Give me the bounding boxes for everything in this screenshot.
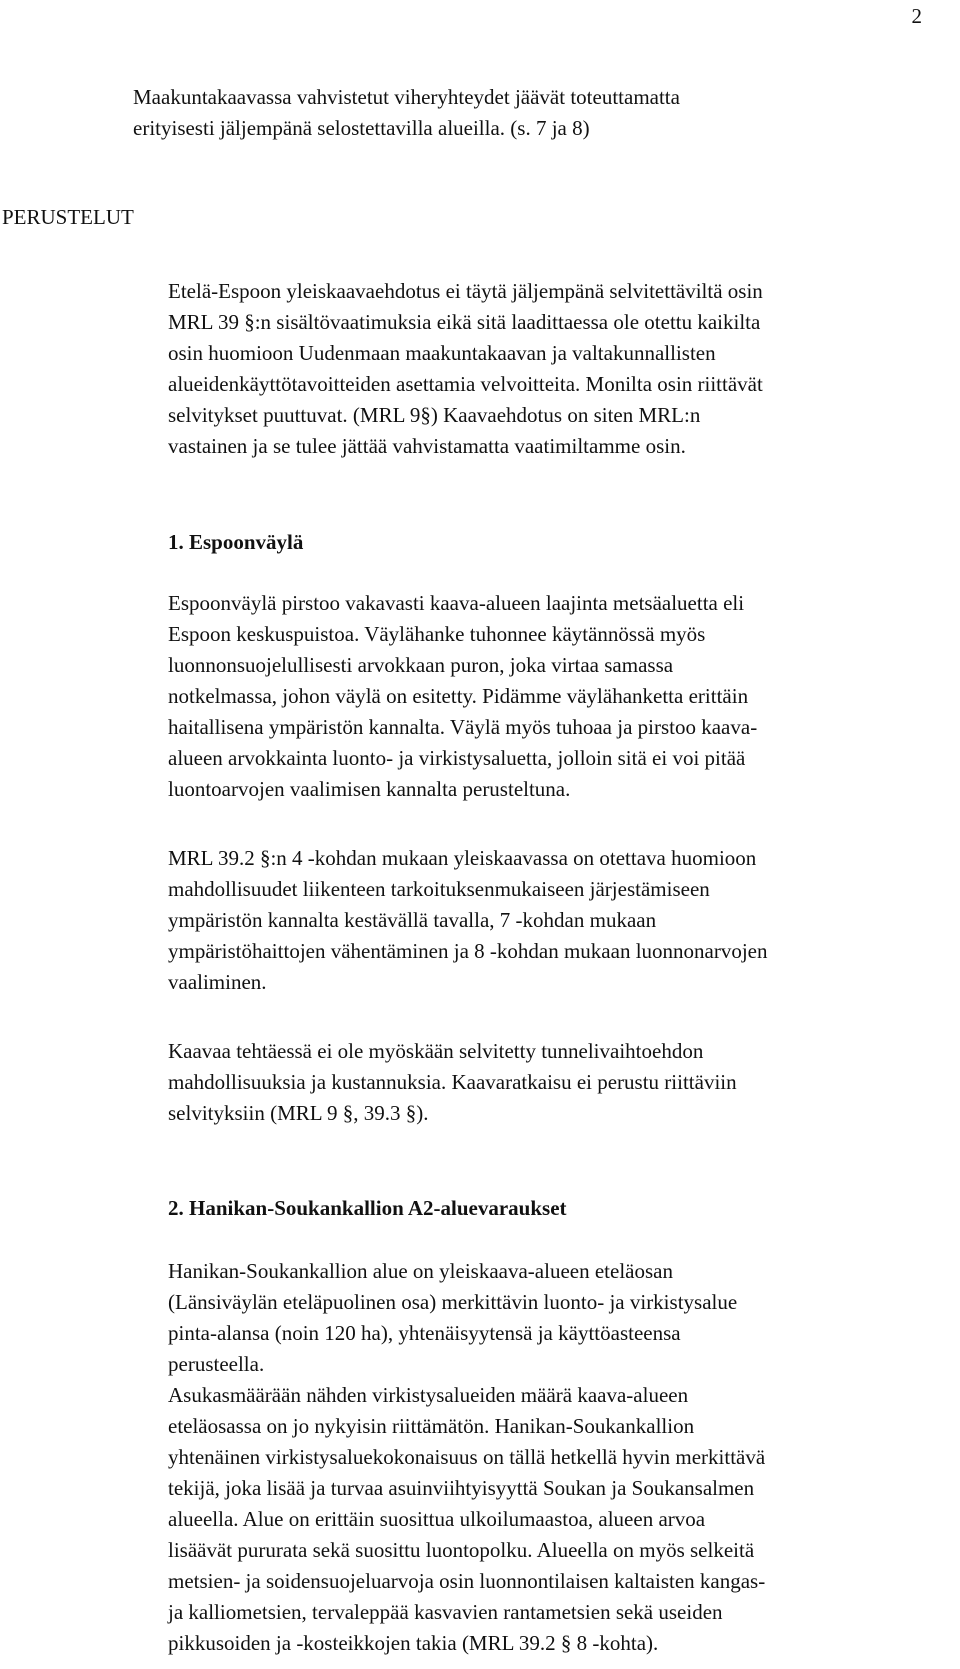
paragraph-virkistysalueet [168, 1380, 948, 1659]
text-line: Etelä-Espoon yleiskaavaehdotus ei täytä jäljempänä selvitettäviltä osin [168, 279, 763, 303]
text-line: Espoonväylä pirstoo vakavasti kaava-alueen laajinta metsäaluetta eli [168, 591, 745, 615]
text-line: metsien- ja soidensuojeluarvoja osin luonnontilaisen kaltaisten kangas- [168, 1569, 766, 1593]
heading-hanikan-soukankallio: 2. Hanikan-Soukankallion A2-aluevaraukset [168, 1196, 567, 1220]
paragraph-hanikan-alue [168, 1256, 948, 1380]
text-line: vastainen ja se tulee jättää vahvistamatta vaatimiltamme osin. [168, 434, 686, 458]
text-line: ympäristön kannalta kestävällä tavalla, 7 -kohdan mukaan [168, 908, 657, 932]
text-line: haitallisena ympäristön kannalta. Väylä myös tuhoaa ja pirstoo kaava- [168, 715, 758, 739]
text-line: pikkusoiden ja -kosteikkojen takia (MRL 39.2 § 8 -kohta). [168, 1631, 659, 1655]
text-line: mahdollisuuksia ja kustannuksia. Kaavaratkaisu ei perustu riittäviin [168, 1070, 737, 1094]
section-heading: PERUSTELUT [2, 205, 134, 229]
text-line: ympäristöhaittojen vähentäminen ja 8 -kohdan mukaan luonnonarvojen [168, 939, 768, 963]
text-line: luontoarvojen vaalimisen kannalta perusteltuna. [168, 777, 571, 801]
text-line: MRL 39.2 §:n 4 -kohdan mukaan yleiskaavassa on otettava huomioon [168, 846, 757, 870]
text-line: selvitykset puuttuvat. (MRL 9§) Kaavaehdotus on siten MRL:n [168, 403, 701, 427]
paragraph-mrl-39-2 [168, 843, 948, 998]
text-line: eteläosassa on jo nykyisin riittämätön. Hanikan-Soukankallion [168, 1414, 695, 1438]
paragraph-tunnelivaihtoehto [168, 1036, 948, 1129]
paragraph-espoonvayla [168, 588, 948, 805]
text-line: alueella. Alue on erittäin suosittua ulkoilumaastoa, alueen arvoa [168, 1507, 706, 1531]
text-line: selvityksiin (MRL 9 §, 39.3 §). [168, 1101, 429, 1125]
text-line: lisäävät pururata sekä suosittu luontopolku. Alueella on myös selkeitä [168, 1538, 755, 1562]
text-line: Maakuntakaavassa vahvistetut viheryhteydet jäävät toteuttamatta [133, 85, 680, 109]
text-line: erityisesti jäljempänä selostettavilla alueilla. (s. 7 ja 8) [133, 116, 590, 140]
text-line: mahdollisuudet liikenteen tarkoituksenmukaiseen järjestämiseen [168, 877, 710, 901]
text-line: Kaavaa tehtäessä ei ole myöskään selvitetty tunnelivaihtoehdon [168, 1039, 704, 1063]
text-line: notkelmassa, johon väylä on esitetty. Pidämme väylähanketta erittäin [168, 684, 749, 708]
text-line: tekijä, joka lisää ja turvaa asuinviihtyisyyttä Soukan ja Soukansalmen [168, 1476, 755, 1500]
text-line: perusteella. [168, 1352, 265, 1376]
text-line: luonnonsuojelullisesti arvokkaan puron, joka virtaa samassa [168, 653, 674, 677]
text-line: alueen arvokkainta luonto- ja virkistysaluetta, jolloin sitä ei voi pitää [168, 746, 746, 770]
text-line: osin huomioon Uudenmaan maakuntakaavan ja valtakunnallisten [168, 341, 716, 365]
heading-espoonvayla: 1. Espoonväylä [168, 530, 304, 554]
paragraph-perustelut [168, 276, 948, 462]
text-line: alueidenkäyttötavoitteiden asettamia velvoitteita. Monilta osin riittävät [168, 372, 763, 396]
text-line: Espoon keskuspuistoa. Väylähanke tuhonnee käytännössä myös [168, 622, 706, 646]
text-line: vaaliminen. [168, 970, 267, 994]
page-number: 2 [911, 4, 922, 28]
text-line: MRL 39 §:n sisältövaatimuksia eikä sitä laadittaessa ole otettu kaikilta [168, 310, 761, 334]
text-line: Hanikan-Soukankallion alue on yleiskaava-alueen eteläosan [168, 1259, 673, 1283]
text-line: pinta-alansa (noin 120 ha), yhtenäisyytensä ja käyttöasteensa [168, 1321, 681, 1345]
text-line: Asukasmäärään nähden virkistysalueiden määrä kaava-alueen [168, 1383, 689, 1407]
text-line: (Länsiväylän eteläpuolinen osa) merkittävin luonto- ja virkistysalue [168, 1290, 738, 1314]
text-line: ja kalliometsien, tervaleppää kasvavien rantametsien sekä useiden [168, 1600, 723, 1624]
intro-paragraph [133, 82, 893, 144]
text-line: yhtenäinen virkistysaluekokonaisuus on tällä hetkellä hyvin merkittävä [168, 1445, 766, 1469]
